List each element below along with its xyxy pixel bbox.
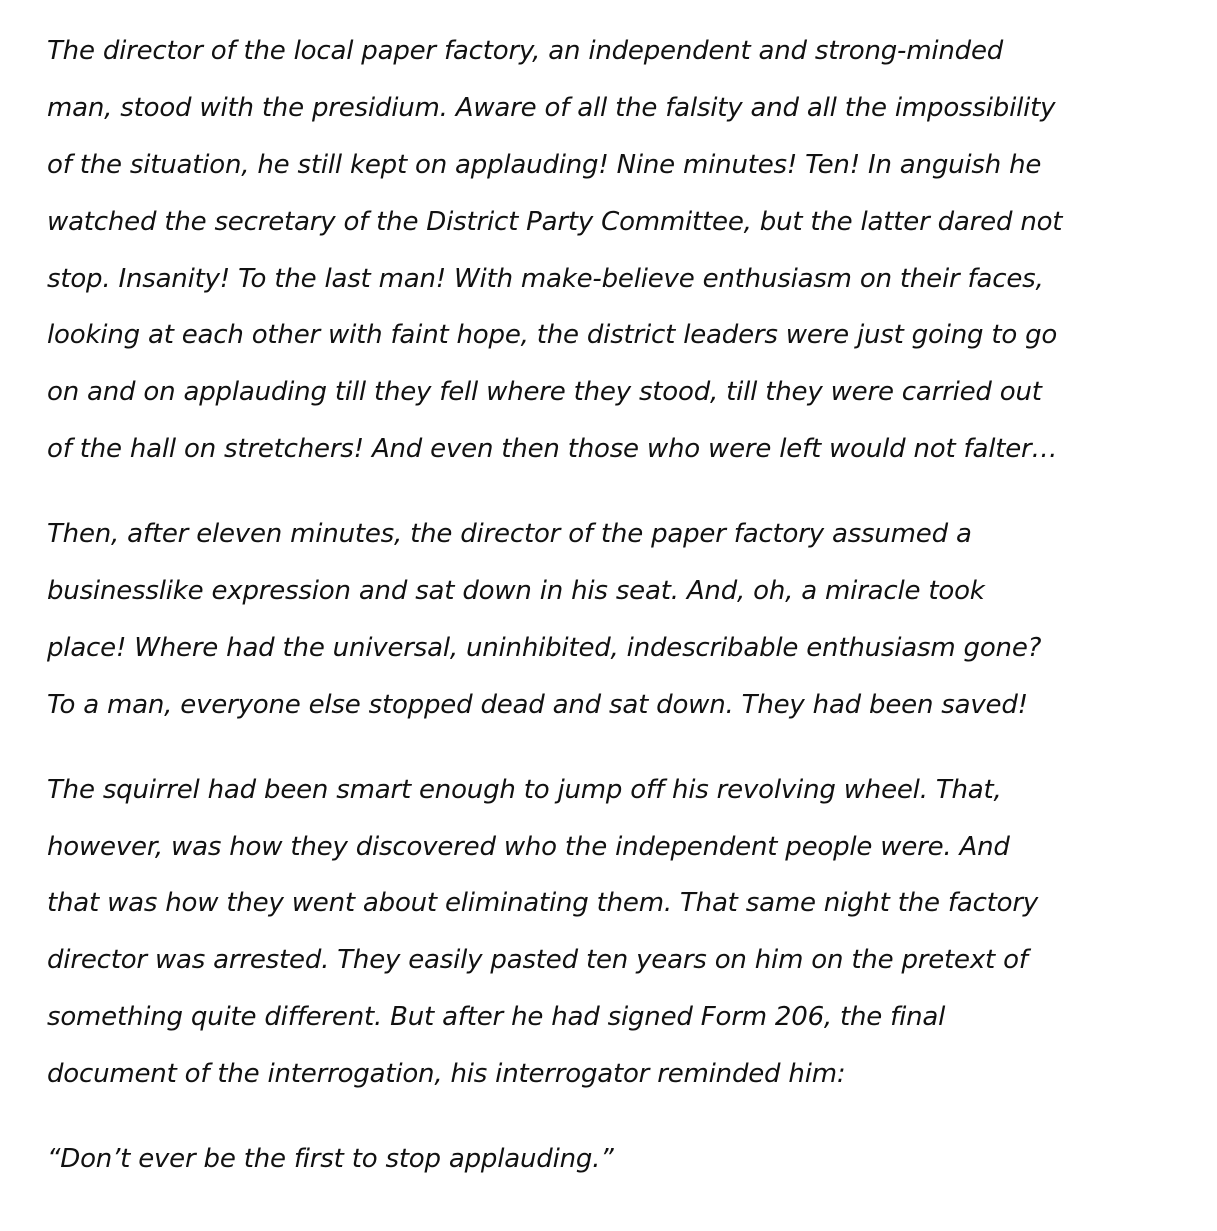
text-line: on and on applauding till they fell where they stood, till they were carried out <box>47 377 1042 408</box>
text-line: The squirrel had been smart enough to jump off his revolving wheel. That, <box>47 774 1002 805</box>
text-line: To a man, everyone else stopped dead and sat down. They had been saved! <box>47 689 1028 720</box>
text-line: of the situation, he still kept on applauding! Nine minutes! Ten! In anguish he <box>47 149 1042 180</box>
article-body <box>47 23 1187 1188</box>
text-line: document of the interrogation, his interrogator reminded him: <box>47 1059 846 1090</box>
text-line: director was arrested. They easily pasted ten years on him on the pretext of <box>47 945 1028 976</box>
paragraph-3 <box>47 762 1187 1103</box>
text-line: place! Where had the universal, uninhibited, indescribable enthusiasm gone? <box>47 632 1042 663</box>
text-line: however, was how they discovered who the independent people were. And <box>47 831 1010 862</box>
text-line: Then, after eleven minutes, the director of the paper factory assumed a <box>47 519 972 550</box>
text-line: man, stood with the presidium. Aware of all the falsity and all the impossibility <box>47 92 1056 123</box>
text-line: businesslike expression and sat down in his seat. And, oh, a miracle took <box>47 576 985 607</box>
paragraph-1 <box>47 23 1187 478</box>
closing-quote <box>47 1131 1187 1188</box>
text-line: The director of the local paper factory, an independent and strong-minded <box>47 36 1004 66</box>
text-line: that was how they went about eliminating them. That same night the factory <box>47 888 1039 919</box>
text-line: stop. Insanity! To the last man! With make-believe enthusiasm on their faces, <box>47 263 1044 294</box>
text-line: of the hall on stretchers! And even then those who were left would not falter… <box>47 434 1058 465</box>
text-line: something quite different. But after he had signed Form 206, the final <box>47 1002 946 1033</box>
text-line: watched the secretary of the District Party Committee, but the latter dared not <box>47 206 1063 237</box>
text-line: looking at each other with faint hope, the district leaders were just going to go <box>47 320 1058 351</box>
paragraph-2 <box>47 506 1187 734</box>
text-line: “Don’t ever be the first to stop applauding.” <box>47 1144 614 1175</box>
